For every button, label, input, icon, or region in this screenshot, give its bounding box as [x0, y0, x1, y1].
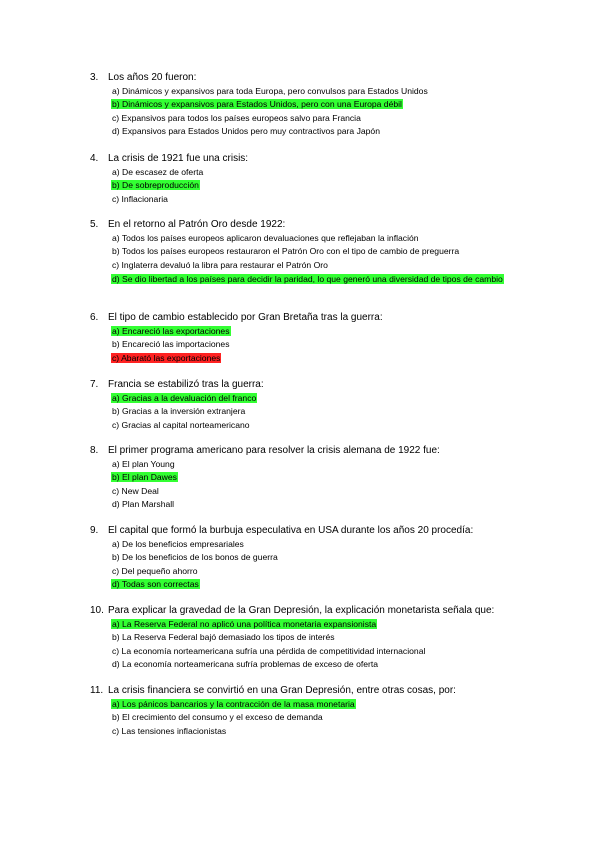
question-label: La crisis financiera se convirtió en una Gran Depresión, entre otras cosas, por: [108, 685, 456, 696]
correct-answer-highlight: b) El plan Dawes [112, 472, 177, 483]
question-text [90, 525, 473, 537]
answer-option [111, 659, 379, 670]
answer-text: a) De los beneficios empresariales [112, 539, 244, 549]
answer-option [111, 420, 251, 431]
question-number: 8. [90, 445, 99, 456]
answer-option [111, 167, 204, 178]
answer-option [111, 260, 329, 271]
question-number: 3. [90, 72, 99, 83]
question-text [90, 219, 285, 231]
answer-text: a) Todos los países europeos aplicaron devaluaciones que reflejaban la inflación [112, 233, 419, 243]
answer-text: d) Expansivos para Estados Unidos pero muy contractivos para Japón [112, 125, 380, 136]
answer-text: c) Gracias al capital norteamericano [112, 419, 250, 430]
correct-answer-highlight: a) Los pánicos bancarios y la contracción de la masa monetaria [112, 699, 355, 709]
answer-text: b) Gracias a la inversión extranjera [112, 406, 246, 417]
answer-option [111, 619, 377, 630]
answer-option [111, 459, 176, 470]
answer-option [111, 326, 231, 337]
answer-option [111, 233, 420, 244]
answer-option [111, 726, 227, 737]
answer-text: d) La economía norteamericana sufría problemas de exceso de oferta [112, 658, 379, 669]
answer-option [111, 539, 245, 550]
answer-option [111, 126, 381, 137]
question-label: La crisis de 1921 fue una crisis: [108, 153, 249, 164]
question-label: El capital que formó la burbuja especulativa en USA durante los años 20 procedía: [108, 525, 474, 536]
correct-answer-highlight: a) Encareció las exportaciones [112, 326, 230, 336]
question-label: Francia se estabilizó tras la guerra: [108, 379, 264, 390]
answer-option [111, 712, 324, 723]
answer-text: a) Dinámicos y expansivos para toda Europa, pero convulsos para Estados Unidos [112, 86, 428, 96]
correct-answer-highlight: a) La Reserva Federal no aplicó una política monetaria expansionista [112, 619, 377, 629]
answer-text: d) Plan Marshall [112, 498, 175, 509]
correct-answer-highlight: b) De sobreproducción [112, 180, 199, 191]
correct-answer-highlight: d) Todas son correctas [112, 578, 199, 589]
question-label: En el retorno al Patrón Oro desde 1922: [108, 219, 286, 230]
answer-text: b) Encareció las importaciones [112, 339, 230, 350]
answer-text: b) La Reserva Federal bajó demasiado los tipos de interés [112, 632, 335, 643]
question-number: 10. [90, 605, 104, 616]
correct-answer-highlight: a) Gracias a la devaluación del franco [112, 393, 257, 403]
question-label: Para explicar la gravedad de la Gran Depresión, la explicación monetarista señala que: [108, 605, 495, 616]
correct-answer-highlight: b) Dinámicos y expansivos para Estados Unidos, pero con una Europa débil [112, 99, 402, 110]
question-number: 4. [90, 153, 99, 164]
answer-text: c) Del pequeño ahorro [112, 565, 198, 576]
answer-option [111, 632, 336, 643]
question-text [90, 379, 264, 391]
answer-text: c) Inflacionaria [112, 193, 168, 204]
answer-option [111, 486, 160, 497]
answer-option [111, 180, 200, 191]
question-label: Los años 20 fueron: [108, 72, 197, 83]
question-text [90, 153, 248, 165]
answer-option [111, 499, 175, 510]
answer-text: c) New Deal [112, 485, 159, 496]
question-text [90, 72, 196, 84]
answer-option [111, 472, 178, 483]
answer-option [111, 246, 460, 257]
answer-option [111, 99, 403, 110]
answer-option [111, 406, 246, 417]
question-text [90, 445, 440, 457]
answer-option [111, 339, 231, 350]
question-number: 9. [90, 525, 99, 536]
answer-option [111, 579, 200, 590]
answer-text: c) Las tensiones inflacionistas [112, 725, 227, 736]
correct-answer-highlight: d) Se dio libertad a los países para decidir la paridad, lo que generó una diversidad de tipos de cambio [112, 273, 503, 284]
answer-text: a) De escasez de oferta [112, 167, 204, 177]
wrong-answer-highlight: c) Abarató las exportaciones [112, 352, 221, 363]
answer-option [111, 113, 362, 124]
answer-option [111, 273, 523, 287]
question-text [90, 605, 494, 617]
answer-option [111, 393, 257, 404]
answer-option [111, 646, 426, 657]
answer-option [111, 699, 356, 710]
answer-text: c) La economía norteamericana sufría una pérdida de competitividad internacional [112, 645, 426, 656]
answer-text: b) Todos los países europeos restauraron el Patrón Oro con el tipo de cambio de preguerra [112, 246, 460, 257]
question-text [90, 685, 456, 697]
answer-option [111, 86, 429, 97]
question-label: El tipo de cambio establecido por Gran Bretaña tras la guerra: [108, 312, 383, 323]
answer-option [111, 552, 279, 563]
answer-option [111, 566, 199, 577]
question-number: 5. [90, 219, 99, 230]
question-number: 6. [90, 312, 99, 323]
answer-text: b) El crecimiento del consumo y el exceso de demanda [112, 712, 323, 723]
answer-text: c) Inglaterra devaluó la libra para restaurar el Patrón Oro [112, 259, 328, 270]
question-text [90, 312, 383, 324]
answer-option [111, 353, 221, 364]
answer-text: a) El plan Young [112, 459, 175, 469]
answer-option [111, 194, 169, 205]
question-number: 11. [90, 685, 104, 696]
answer-text: b) De los beneficios de los bonos de guerra [112, 552, 278, 563]
question-label: El primer programa americano para resolver la crisis alemana de 1922 fue: [108, 445, 440, 456]
answer-text: c) Expansivos para todos los países europeos salvo para Francia [112, 112, 361, 123]
question-number: 7. [90, 379, 99, 390]
